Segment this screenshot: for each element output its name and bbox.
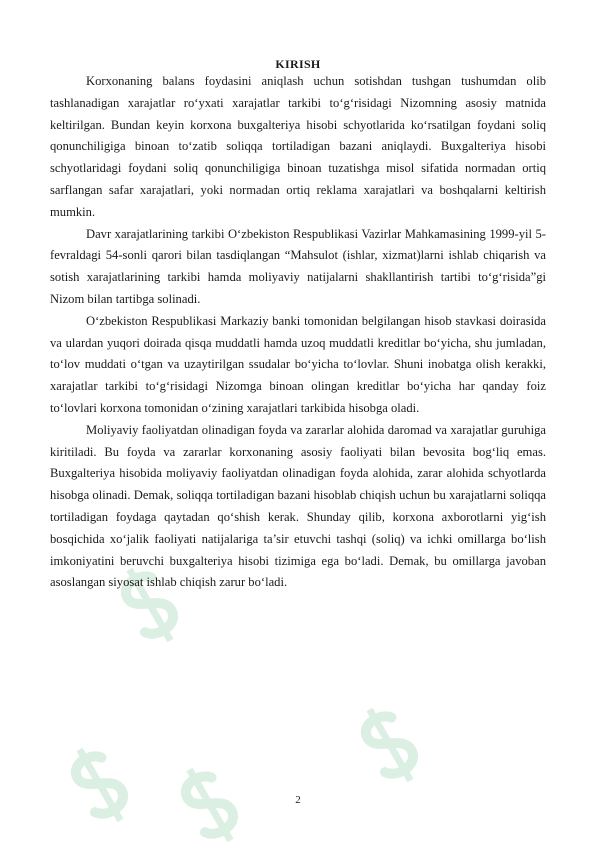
document-body: [50, 71, 546, 594]
page-number: 2: [295, 794, 301, 806]
paragraph: O‘zbekiston Respublikasi Markaziy banki tomonidan belgilangan hisob stavkasi doirasida va ulardan yuqori doirada qisqa muddatli hamda uzoq muddatli kreditlar bo‘yicha, shu jumladan, to‘lov muddati o‘tgan va uzaytirilgan ssudalar bo‘yicha to‘lovlar. Shuni inobatga olish kerakki, xarajatlar tarkibi to‘g‘risidagi Nizomga binoan olingan kreditlar bo‘yicha har qanday foiz to‘lovlari korxona tomonidan o‘zining xarajatlari tarkibida hisobga oladi.: [50, 313, 546, 415]
paragraph: Korxonaning balans foydasini aniqlash uchun sotishdan tushgan tushumdan olib tashlanadigan xarajatlar ro‘yxati xarajatlar tarkibi to‘g‘risidagi Nizomning asosiy matnida keltirilgan. Bundan keyin korxona buxgalteriya hisobi schyotlarida ko‘rsatilgan foydani soliq qonunchiligiga binoan to‘zatib soliqqa tortiladigan bazani aniqlaydi. Buxgalteriya hisobi schyotlaridagi foydani soliq qonunchiligiga binoan tuzatishga misol sifatida normadan ortiq sarflangan safar xarajatlari, yoki normadan ortiq reklama xarajatlari va boshqalarni keltirish mumkin.: [50, 74, 546, 219]
page-title: KIRISH: [275, 57, 321, 71]
paragraph: Davr xarajatlarining tarkibi O‘zbekiston Respublikasi Vazirlar Mahkamasining 1999-yil 5-fevraldagi 54-sonli qarori bilan tasdiqlangan “Mahsulot (ishlar, xizmat)larni ishlab chiqarish va sotish xarajatlarining tarkibi hamda moliyaviy natijalarni shakllantirish tartibi to‘g‘risida”gi Nizom bilan tartibga solinadi.: [50, 226, 546, 306]
paragraph: Moliyaviy faoliyatdan olinadigan foyda va zararlar alohida daromad va xarajatlar guruhiga kiritiladi. Bu foyda va zararlar korxonaning asosiy faoliyati bilan bevosita bog‘liq emas. Buxgalteriya hisobida moliyaviy faoliyatdan olinadigan foyda alohida, zarar alohida schyotlarda hisobga olinadi. Demak, soliqqa tortiladigan bazani hisoblab chiqish uchun bu xarajatlarni soliqqa tortiladigan foydaga qaytadan qo‘shish kerak. Shunday qilib, korxona axborotlarni yig‘ish bosqichida xo‘jalik faoliyati natijalariga ta’sir etuvchi tashqi (soliq) va ichki omillarga bo‘lish imkoniyatini beruvchi buxgalteriya hisobi tizimiga ega bo‘ladi. Demak, bu omillarga javoban asoslangan siyosat ishlab chiqish zarur bo‘ladi.: [50, 422, 546, 590]
dollar-watermark-icon: [52, 731, 149, 839]
dollar-watermark-icon: [342, 691, 439, 799]
